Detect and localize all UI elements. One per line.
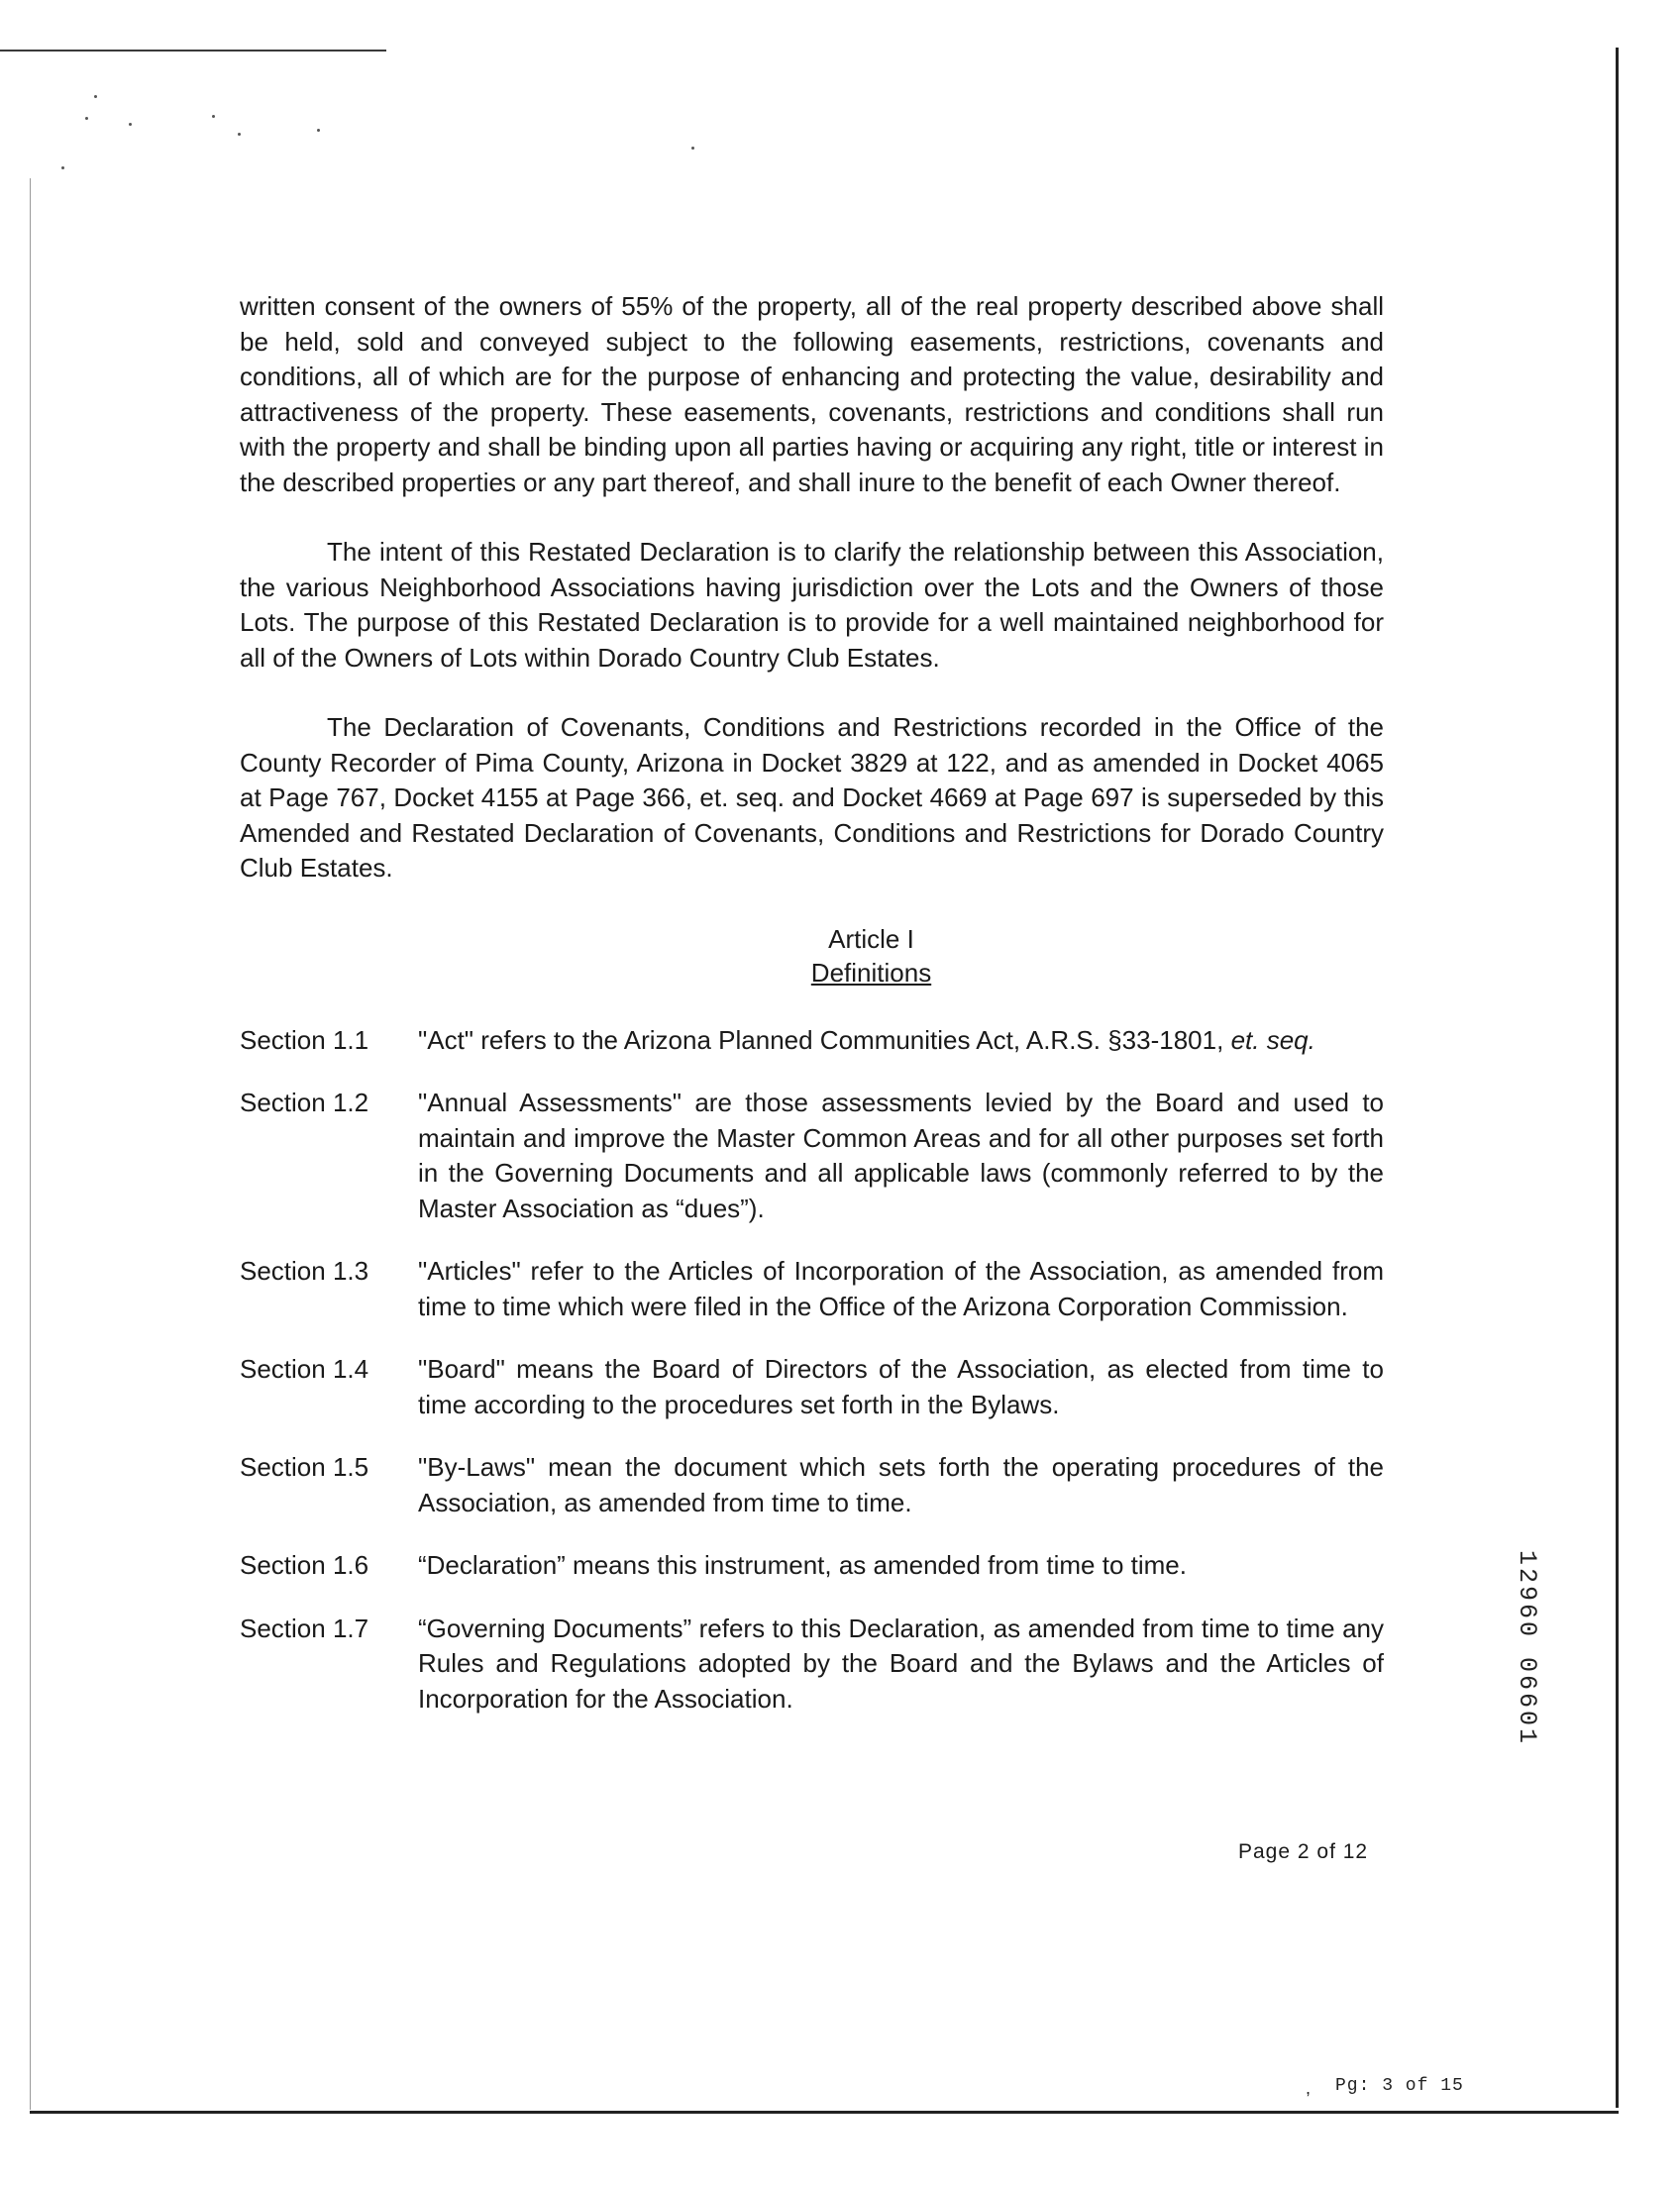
definition-section [240,1086,1384,1226]
recorder-docket-stamp: 12960 06601 [1513,1550,1541,1747]
supersede-paragraph: The Declaration of Covenants, Conditions and Restrictions recorded in the Office of the County Recorder of Pima County, Arizona in Docket 3829 at 122, and as amended in Docket 4065 at Page 767, Docket 4155 at Page 366, et. seq. and Docket 4669 at Page 697 is superseded by this Amended and Restated Declaration of Covenants, Conditions and Restrictions for Dorado Country Club Estates. [240,712,1384,883]
section-text: "By-Laws" mean the document which sets forth the operating procedures of the Association, as amended from time to time. [418,1452,1384,1517]
section-text: “Governing Documents” refers to this Declaration, as amended from time to time any Rules and Regulations adopted by the Board and the Bylaws and the Articles of Incorporation for the Association. [418,1613,1384,1714]
scan-speck [61,166,64,169]
article-heading [359,922,1384,989]
scan-speck [94,95,97,98]
scan-speck [317,129,320,132]
recorder-page-stamp: Pg: 3 of 15 [1335,2076,1464,2096]
section-label: Section 1.7 [240,1613,369,1643]
scan-speck [85,117,88,120]
section-text: "Annual Assessments" are those assessments levied by the Board and used to maintain and improve the Master Common Areas and for all other purposes set forth in the Governing Documents and all applicable laws (commonly referred to by the Master Association as “dues”). [418,1088,1384,1223]
section-text-main: "Act" refers to the Arizona Planned Communities Act, A.R.S. §33-1801, [418,1024,1231,1055]
section-label: Section 1.2 [240,1088,369,1117]
scan-right-border [1616,48,1619,2108]
section-text: "Articles" refer to the Articles of Incorporation of the Association, as amended from time to time which were filed in the Office of the Arizona Corporation Commission. [418,1256,1384,1321]
definition-section [240,1450,1384,1520]
section-text: “Declaration” means this instrument, as amended from time to time. [418,1550,1187,1580]
scan-left-border [30,178,31,2110]
section-label: Section 1.4 [240,1354,369,1384]
scan-speck [129,123,132,126]
section-label: Section 1.5 [240,1452,369,1482]
scan-speck [212,115,215,118]
intent-paragraph: The intent of this Restated Declaration is to clarify the relationship between this Association, the various Neighborhood Associations having jurisdiction over the Lots and the Owners of those Lots. The purpose of this Restated Declaration is to provide for a well maintained neighborhood for all of the Owners of Lots within Dorado Country Club Estates. [240,537,1384,673]
section-label: Section 1.1 [240,1024,369,1055]
definition-section [240,1352,1384,1422]
intro-paragraph: written consent of the owners of 55% of the property, all of the real property described above shall be held, sold and conveyed subject to the following easements, restrictions, covenants and conditions, all of which are for the purpose of enhancing and protecting the value, desirability and attractiveness of the property. These easements, covenants, restrictions and conditions shall run with the property and shall be binding upon all parties having or acquiring any right, title or interest in the described properties or any part thereof, and shall inure to the benefit of each Owner thereof. [240,291,1384,497]
definition-section [240,1023,1384,1059]
page-number: Page 2 of 12 [1238,1840,1369,1863]
article-title: Article I [828,923,914,954]
recorder-tick-mark: , [1306,2078,1312,2098]
document-page [240,289,1384,1717]
scan-speck [691,147,694,150]
section-text: "Board" means the Board of Directors of the Association, as elected from time to time according to the procedures set forth in the Bylaws. [418,1354,1384,1419]
section-label: Section 1.6 [240,1550,369,1580]
scan-speck [238,133,241,136]
section-label: Section 1.3 [240,1256,369,1286]
section-text [418,1023,1384,1059]
scan-top-line [0,50,386,52]
scan-bottom-border [30,2111,1619,2114]
definition-section [240,1548,1384,1584]
definition-section [240,1254,1384,1324]
article-subtitle: Definitions [810,957,932,988]
definition-section [240,1612,1384,1718]
section-text-italic: et. seq. [1230,1024,1315,1055]
